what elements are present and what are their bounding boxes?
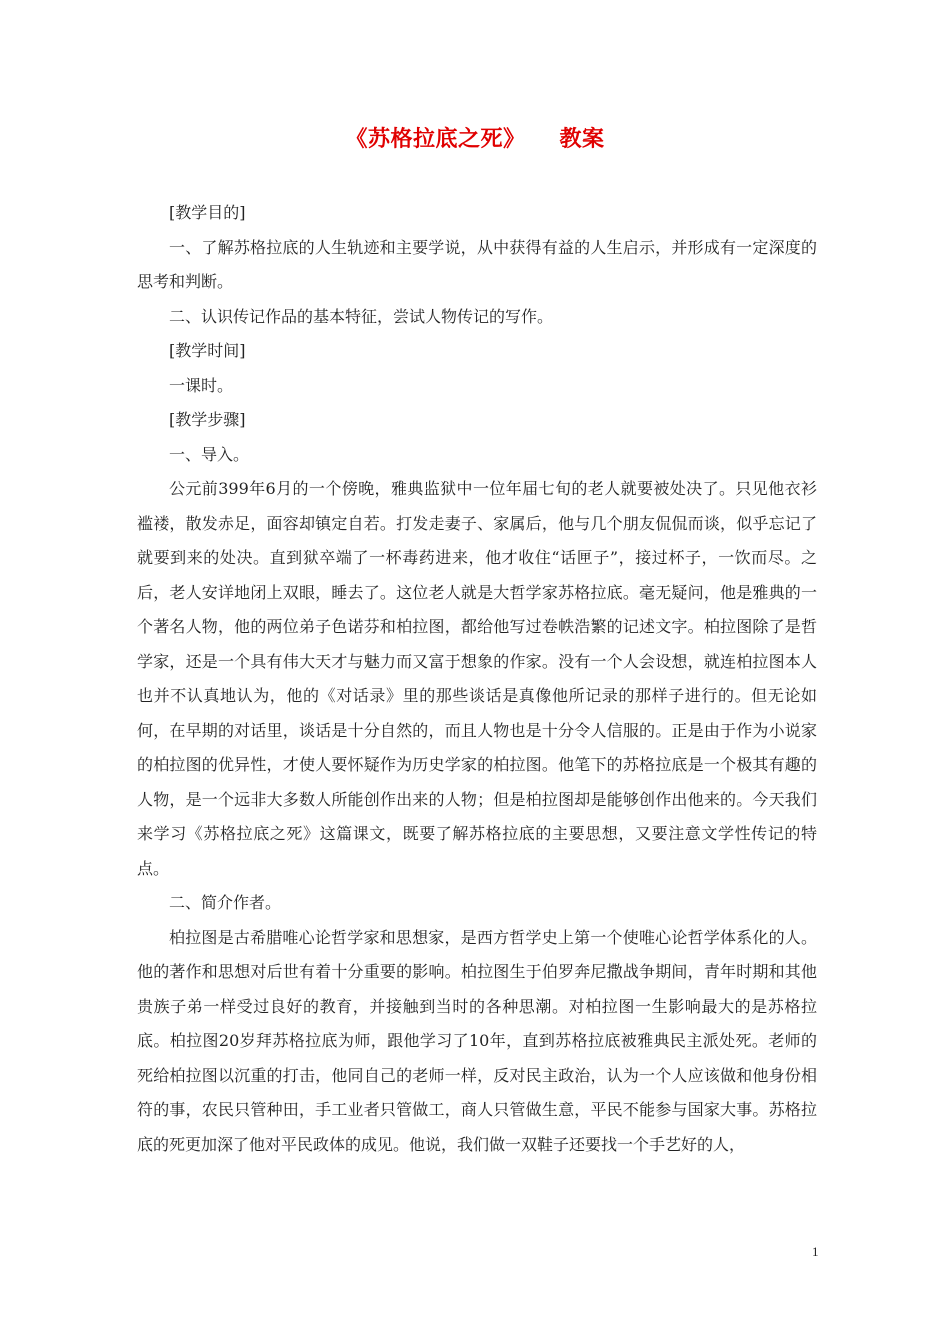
paragraph-objective-2: 二、认识传记作品的基本特征，尝试人物传记的写作。 [169,306,554,326]
page-number: 1 [812,1244,819,1259]
document-body [137,196,817,1162]
section-heading-time: [教学时间] [169,341,246,360]
document-title: 《苏格拉底之死》 教案 [345,127,605,152]
paragraph-introduction: 公元前399年6月的一个傍晚，雅典监狱中一位年届七旬的老人就要被处决了。只见他衣衫褴褛，散发赤足，面容却镇定自若。打发走妻子、家属后，他与几个朋友侃侃而谈，似乎忘记了就要到来的处决。直到狱卒端了一杯毒药进来，他才收住“话匣子”，接过杯子，一饮而尽。之后，老人安详地闭上双眼，睡去了。这位老人就是大哲学家苏格拉底。毫无疑问，他是雅典的一个著名人物，他的两位弟子色诺芬和柏拉图，都给他写过卷帙浩繁的记述文字。柏拉图除了是哲学家，还是一个具有伟大天才与魅力而又富于想象的作家。没有一个人会设想，就连柏拉图本人也并不认真地认为，他的《对话录》里的那些谈话是真像他所记录的那样子进行的。但无论如何，在早期的对话里，谈话是十分自然的，而且人物也是十分令人信服的。正是由于作为小说家的柏拉图的优异性，才使人要怀疑作为历史学家的柏拉图。他笔下的苏格拉底是一个极其有趣的人物，是一个远非大多数人所能创作出来的人物；但是柏拉图却是能够创作出他来的。今天我们来学习《苏格拉底之死》这篇课文，既要了解苏格拉底的主要思想，又要注意文学性传记的特点。 [137,479,817,878]
step-heading-author: 二、简介作者。 [169,893,282,912]
section-heading-objectives: [教学目的] [169,203,246,222]
paragraph-objective-1: 一、了解苏格拉底的人生轨迹和主要学说，从中获得有益的人生启示，并形成有一定深度的思考和判断。 [137,237,817,291]
paragraph-time: 一课时。 [169,375,234,395]
paragraph-author: 柏拉图是古希腊唯心论哲学家和思想家，是西方哲学史上第一个使唯心论哲学体系化的人。他的著作和思想对后世有着十分重要的影响。柏拉图生于伯罗奔尼撒战争期间，青年时期和其他贵族子弟一样受过良好的教育，并接触到当时的各种思潮。对柏拉图一生影响最大的是苏格拉底。柏拉图20岁拜苏格拉底为师，跟他学习了10年，直到苏格拉底被雅典民主派处死。老师的死给柏拉图以沉重的打击，他同自己的老师一样，反对民主政治，认为一个人应该做和他身份相符的事，农民只管种田，手工业者只管做工，商人只管做生意，平民不能参与国家大事。苏格拉底的死更加深了他对平民政体的成见。他说，我们做一双鞋子还要找一个手艺好的人， [137,927,817,1154]
step-heading-introduction: 一、导入。 [169,444,250,464]
section-heading-steps: [教学步骤] [169,410,246,429]
